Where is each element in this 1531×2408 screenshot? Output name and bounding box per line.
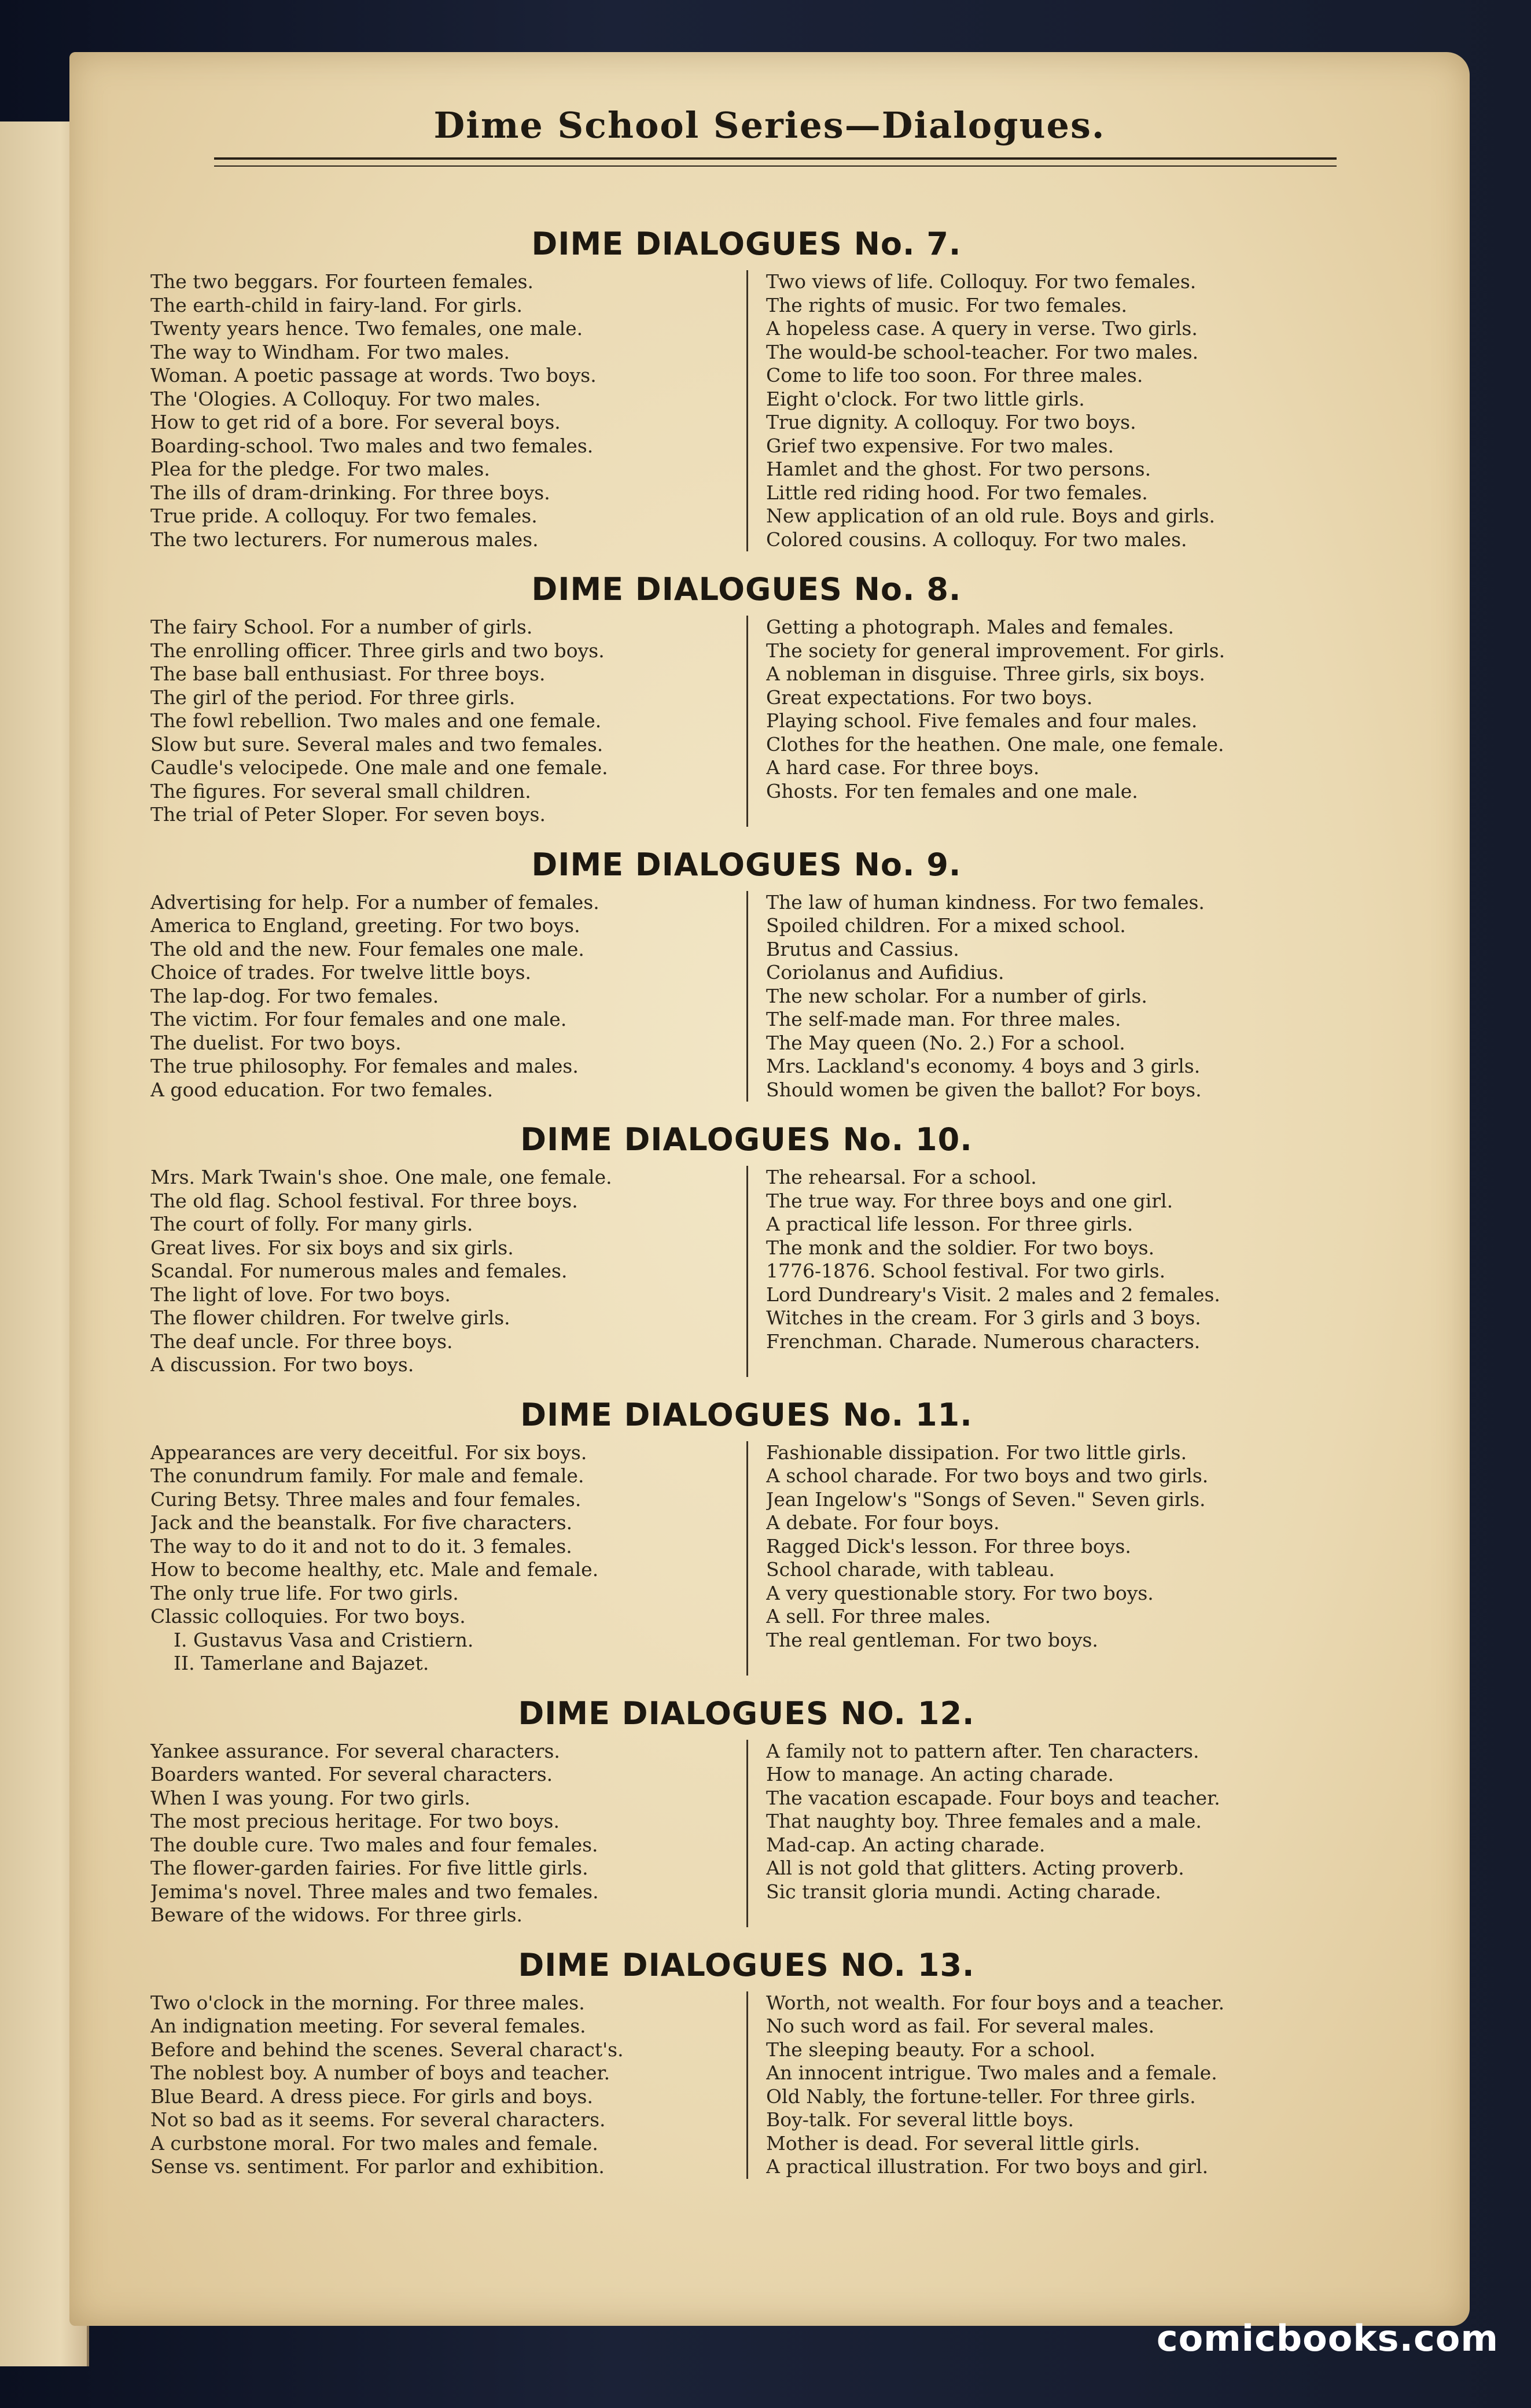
- dialogue-section: [150, 1121, 1342, 1377]
- dialogue-entry: The two beggars. For fourteen females.: [150, 270, 534, 293]
- dialogue-entry: The rights of music. For two females.: [766, 293, 1128, 316]
- dialogue-entry: The victim. For four females and one male.: [150, 1008, 567, 1030]
- section-columns: [150, 1166, 1342, 1377]
- dialogue-entry: The true philosophy. For females and males.: [150, 1055, 579, 1077]
- dialogue-entry: How to manage. An acting charade.: [766, 1763, 1114, 1785]
- dialogue-entry: Boarding-school. Two males and two females.: [150, 434, 594, 457]
- section-title: DIME DIALOGUES No. 11.: [520, 1396, 973, 1433]
- dialogue-entry: All is not gold that glitters. Acting proverb.: [766, 1857, 1184, 1879]
- dialogue-entry: Eight o'clock. For two little girls.: [766, 387, 1085, 410]
- dialogue-entry: Grief two expensive. For two males.: [766, 434, 1114, 457]
- dialogue-entry: Playing school. Five females and four males.: [766, 709, 1198, 732]
- dialogue-entry: A practical life lesson. For three girls.: [766, 1213, 1133, 1235]
- dialogue-entry: Boy-talk. For several little boys.: [766, 2108, 1074, 2131]
- dialogue-entry: Great lives. For six boys and six girls.: [150, 1236, 514, 1259]
- dialogue-entry: Before and behind the scenes. Several charact's.: [150, 2038, 624, 2061]
- dialogue-entry: Curing Betsy. Three males and four females.: [150, 1487, 582, 1511]
- dialogue-entry: Not so bad as it seems. For several characters.: [150, 2108, 606, 2131]
- dialogue-entry: Come to life too soon. For three males.: [766, 364, 1143, 386]
- dialogue-entry: A family not to pattern after. Ten characters.: [766, 1739, 1199, 1762]
- dialogue-entry: The noblest boy. A number of boys and teacher.: [150, 2061, 610, 2084]
- dialogue-entry: Spoiled children. For a mixed school.: [766, 914, 1126, 937]
- dialogue-entry: True pride. A colloquy. For two females.: [150, 505, 538, 527]
- dialogue-entry: A hopeless case. A query in verse. Two girls.: [766, 317, 1198, 340]
- section-title: DIME DIALOGUES NO. 12.: [518, 1695, 975, 1732]
- dialogue-entry: A discussion. For two boys.: [150, 1353, 414, 1376]
- dialogue-entry: The 'Ologies. A Colloquy. For two males.: [150, 387, 541, 410]
- left-column: [150, 1991, 746, 2179]
- dialogue-entry: Slow but sure. Several males and two females.: [150, 732, 603, 756]
- left-column: [150, 1166, 746, 1377]
- dialogue-entry: Worth, not wealth. For four boys and a teacher.: [766, 1991, 1225, 2014]
- dialogue-sub-entry: II. Tamerlane and Bajazet.: [174, 1652, 429, 1674]
- left-column: [150, 1740, 746, 1927]
- section-columns: [150, 1441, 1342, 1676]
- right-column: [746, 270, 1342, 551]
- column-divider: [746, 1740, 748, 1927]
- dialogue-section: [150, 1695, 1342, 1927]
- dialogue-entry: Classic colloquies. For two boys.: [150, 1605, 466, 1628]
- right-column: [746, 1991, 1342, 2179]
- dialogue-entry: Frenchman. Charade. Numerous characters.: [766, 1330, 1201, 1353]
- dialogue-entry: The most precious heritage. For two boys.: [150, 1810, 560, 1832]
- dialogue-entry: A very questionable story. For two boys.: [766, 1581, 1154, 1604]
- dialogue-entry: School charade, with tableau.: [766, 1558, 1055, 1581]
- dialogue-entry: The deaf uncle. For three boys.: [150, 1330, 453, 1353]
- dialogue-entry: An innocent intrigue. Two males and a female.: [766, 2061, 1217, 2084]
- section-columns: [150, 1740, 1342, 1927]
- dialogue-entry: The society for general improvement. For girls.: [766, 639, 1225, 662]
- header-rule: [214, 157, 1337, 167]
- dialogue-entry: Woman. A poetic passage at words. Two boys.: [150, 364, 597, 386]
- column-divider: [746, 616, 748, 827]
- dialogue-entry: True dignity. A colloquy. For two boys.: [766, 411, 1136, 433]
- dialogue-entry: Mrs. Mark Twain's shoe. One male, one female.: [150, 1166, 612, 1188]
- dialogue-entry: Jean Ingelow's "Songs of Seven." Seven girls.: [766, 1487, 1206, 1511]
- dialogue-entry: Sense vs. sentiment. For parlor and exhibition.: [150, 2155, 605, 2178]
- dialogue-entry: The law of human kindness. For two females.: [766, 890, 1205, 914]
- right-column: [746, 891, 1342, 1102]
- dialogue-entry: Mother is dead. For several little girls.: [766, 2131, 1140, 2155]
- dialogue-entry: The earth-child in fairy-land. For girls.: [150, 293, 522, 316]
- dialogue-entry: The base ball enthusiast. For three boys.: [150, 662, 546, 685]
- dialogue-entry: The only true life. For two girls.: [150, 1581, 459, 1604]
- dialogues-listing: [150, 226, 1342, 2199]
- dialogue-sub-entry: I. Gustavus Vasa and Cristiern.: [174, 1628, 474, 1651]
- dialogue-entry: Ragged Dick's lesson. For three boys.: [766, 1534, 1131, 1558]
- left-column: [150, 270, 746, 551]
- dialogue-entry: Colored cousins. A colloquy. For two males.: [766, 528, 1187, 551]
- series-title: Dime School Series—Dialogues.: [433, 104, 1106, 146]
- dialogue-section: [150, 571, 1342, 827]
- dialogue-entry: New application of an old rule. Boys and girls.: [766, 505, 1216, 527]
- dialogue-entry: Great expectations. For two boys.: [766, 686, 1093, 709]
- dialogue-entry: The sleeping beauty. For a school.: [766, 2038, 1096, 2061]
- left-column: [150, 891, 746, 1102]
- dialogue-entry: A debate. For four boys.: [766, 1511, 1000, 1534]
- dialogue-entry: A curbstone moral. For two males and female.: [150, 2131, 598, 2155]
- column-divider: [746, 270, 748, 551]
- column-divider: [746, 1991, 748, 2179]
- dialogue-entry: The flower-garden fairies. For five little girls.: [150, 1857, 588, 1879]
- dialogue-entry: Boarders wanted. For several characters.: [150, 1763, 553, 1785]
- dialogue-entry: The old and the new. Four females one male.: [150, 937, 584, 960]
- column-divider: [746, 1166, 748, 1377]
- dialogue-entry: Ghosts. For ten females and one male.: [766, 779, 1138, 802]
- dialogue-entry: America to England, greeting. For two boys.: [150, 914, 580, 937]
- section-columns: [150, 616, 1342, 827]
- dialogue-entry: Mad-cap. An acting charade.: [766, 1833, 1046, 1856]
- section-columns: [150, 891, 1342, 1102]
- dialogue-entry: Sic transit gloria mundi. Acting charade.: [766, 1880, 1161, 1903]
- section-columns: [150, 1991, 1342, 2179]
- dialogue-entry: No such word as fail. For several males.: [766, 2015, 1155, 2037]
- dialogue-entry: Two o'clock in the morning. For three males.: [150, 1991, 585, 2014]
- dialogue-entry: The old flag. School festival. For three boys.: [150, 1189, 578, 1212]
- dialogue-entry: Appearances are very deceitful. For six boys.: [150, 1441, 587, 1464]
- section-title: DIME DIALOGUES No. 9.: [531, 846, 962, 883]
- dialogue-entry: The lap-dog. For two females.: [150, 984, 439, 1007]
- right-column: [746, 1166, 1342, 1377]
- watermark: comicbooks.com: [1156, 2317, 1499, 2359]
- dialogue-entry: A school charade. For two boys and two girls.: [766, 1464, 1209, 1487]
- dialogue-entry: Little red riding hood. For two females.: [766, 481, 1148, 504]
- dialogue-entry: Caudle's velocipede. One male and one female.: [150, 756, 608, 779]
- left-column: [150, 1441, 746, 1676]
- dialogue-entry: Blue Beard. A dress piece. For girls and boys.: [150, 2085, 593, 2108]
- dialogue-entry: The girl of the period. For three girls.: [150, 686, 516, 709]
- column-divider: [746, 1441, 748, 1676]
- dialogue-entry: The vacation escapade. Four boys and teacher.: [766, 1786, 1220, 1809]
- section-title: DIME DIALOGUES No. 10.: [520, 1121, 973, 1158]
- dialogue-entry: The self-made man. For three males.: [766, 1008, 1121, 1030]
- dialogue-entry: Yankee assurance. For several characters.: [150, 1739, 560, 1762]
- page-sheet: [69, 52, 1470, 2326]
- dialogue-entry: The double cure. Two males and four females.: [150, 1833, 598, 1856]
- section-title: DIME DIALOGUES No. 7.: [531, 226, 962, 262]
- dialogue-entry: An indignation meeting. For several females.: [150, 2015, 586, 2037]
- dialogue-entry: A nobleman in disguise. Three girls, six boys.: [766, 662, 1205, 685]
- dialogue-entry: The light of love. For two boys.: [150, 1283, 451, 1306]
- dialogue-entry: That naughty boy. Three females and a male.: [766, 1810, 1202, 1832]
- dialogue-entry: The monk and the soldier. For two boys.: [766, 1236, 1155, 1259]
- dialogue-entry: Jack and the beanstalk. For five characters.: [150, 1511, 573, 1534]
- dialogue-entry: Witches in the cream. For 3 girls and 3 boys.: [766, 1306, 1201, 1329]
- dialogue-entry: Scandal. For numerous males and females.: [150, 1260, 568, 1282]
- dialogue-entry: How to become healthy, etc. Male and female.: [150, 1558, 599, 1581]
- dialogue-entry: 1776-1876. School festival. For two girls.: [766, 1260, 1166, 1282]
- dialogue-entry: The way to Windham. For two males.: [150, 340, 510, 363]
- dialogue-entry: The true way. For three boys and one girl.: [766, 1189, 1173, 1212]
- dialogue-entry: Fashionable dissipation. For two little girls.: [766, 1441, 1187, 1464]
- right-column: [746, 1441, 1342, 1676]
- dialogue-entry: The new scholar. For a number of girls.: [766, 984, 1147, 1007]
- dialogue-entry: The would-be school-teacher. For two males.: [766, 340, 1199, 363]
- dialogue-entry: A hard case. For three boys.: [766, 756, 1040, 779]
- dialogue-entry: The rehearsal. For a school.: [766, 1166, 1037, 1188]
- dialogue-entry: The duelist. For two boys.: [150, 1031, 402, 1054]
- dialogue-entry: The two lecturers. For numerous males.: [150, 528, 539, 551]
- dialogue-entry: Mrs. Lackland's economy. 4 boys and 3 girls.: [766, 1055, 1201, 1077]
- dialogue-entry: Old Nably, the fortune-teller. For three girls.: [766, 2085, 1196, 2108]
- dialogue-section: [150, 1397, 1342, 1676]
- dialogue-entry: Should women be given the ballot? For boys.: [766, 1078, 1202, 1101]
- dialogue-entry: The court of folly. For many girls.: [150, 1213, 473, 1235]
- dialogue-entry: A good education. For two females.: [150, 1078, 494, 1101]
- dialogue-entry: The real gentleman. For two boys.: [766, 1628, 1098, 1651]
- dialogue-entry: The conundrum family. For male and female.: [150, 1464, 584, 1487]
- dialogue-entry: When I was young. For two girls.: [150, 1786, 470, 1809]
- dialogue-entry: How to get rid of a bore. For several boys.: [150, 411, 561, 433]
- dialogue-entry: Jemima's novel. Three males and two females.: [150, 1880, 599, 1903]
- dialogue-entry: Hamlet and the ghost. For two persons.: [766, 458, 1151, 480]
- dialogue-entry: Choice of trades. For twelve little boys.: [150, 961, 532, 984]
- dialogue-entry: Coriolanus and Aufidius.: [766, 961, 1004, 984]
- dialogue-entry: A practical illustration. For two boys and girl.: [766, 2155, 1209, 2178]
- left-column: [150, 616, 746, 827]
- dialogue-entry: Twenty years hence. Two females, one male.: [150, 317, 583, 340]
- dialogue-entry: Beware of the widows. For three girls.: [150, 1903, 523, 1926]
- dialogue-entry: The fairy School. For a number of girls.: [150, 616, 533, 638]
- dialogue-entry: The way to do it and not to do it. 3 females.: [150, 1534, 572, 1558]
- section-title: DIME DIALOGUES NO. 13.: [518, 1946, 975, 1983]
- dialogue-section: [150, 846, 1342, 1102]
- dialogue-entry: The flower children. For twelve girls.: [150, 1306, 510, 1329]
- dialogue-entry: A sell. For three males.: [766, 1605, 991, 1628]
- dialogue-section: [150, 1947, 1342, 2179]
- dialogue-entry: The ills of dram-drinking. For three boys.: [150, 481, 550, 504]
- dialogue-entry: The fowl rebellion. Two males and one female.: [150, 709, 602, 732]
- right-column: [746, 616, 1342, 827]
- dialogue-entry: The trial of Peter Sloper. For seven boys.: [150, 803, 546, 826]
- section-title: DIME DIALOGUES No. 8.: [531, 571, 962, 607]
- section-columns: [150, 270, 1342, 551]
- dialogue-entry: Advertising for help. For a number of females.: [150, 890, 599, 914]
- dialogue-entry: Brutus and Cassius.: [766, 937, 959, 960]
- dialogue-entry: The figures. For several small children.: [150, 779, 531, 802]
- column-divider: [746, 891, 748, 1102]
- right-column: [746, 1740, 1342, 1927]
- dialogue-entry: Plea for the pledge. For two males.: [150, 458, 490, 480]
- dialogue-section: [150, 226, 1342, 551]
- dialogue-entry: Two views of life. Colloquy. For two females.: [766, 270, 1197, 293]
- dialogue-entry: The May queen (No. 2.) For a school.: [766, 1031, 1125, 1054]
- dialogue-entry: Clothes for the heathen. One male, one female.: [766, 732, 1224, 756]
- dialogue-entry: Getting a photograph. Males and females.: [766, 616, 1175, 638]
- dialogue-entry: The enrolling officer. Three girls and two boys.: [150, 639, 605, 662]
- dialogue-entry: Lord Dundreary's Visit. 2 males and 2 females.: [766, 1283, 1220, 1306]
